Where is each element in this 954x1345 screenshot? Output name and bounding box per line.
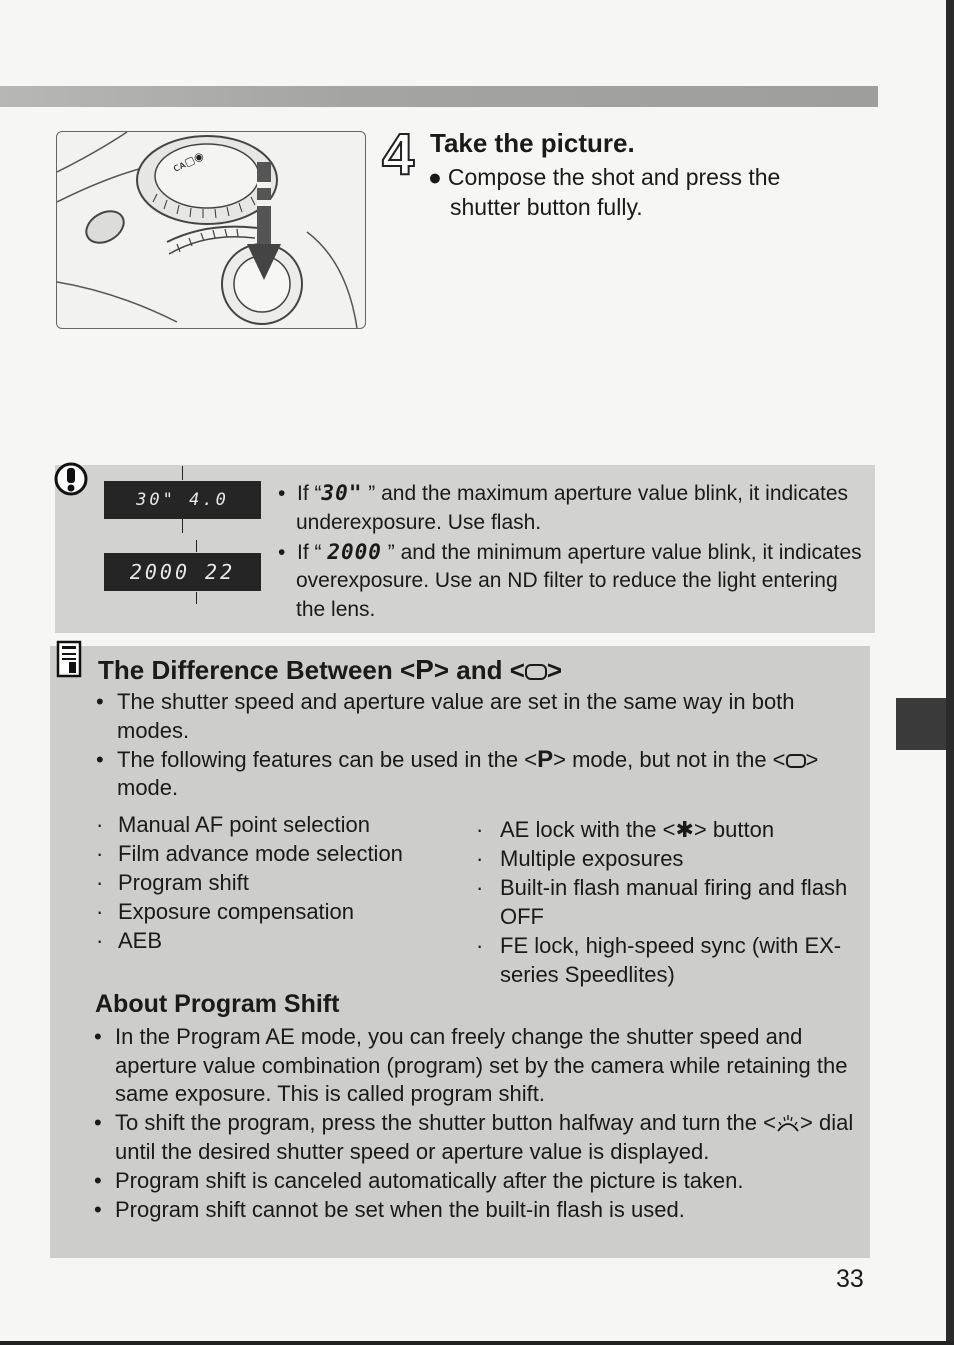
blink-mark [182,466,183,480]
list-item: · Multiple exposures [476,846,684,871]
header-bar [0,86,878,107]
list-item: · Manual AF point selection [96,812,370,837]
list-item: • Program shift cannot be set when the built-in flash is used. [94,1196,685,1222]
svg-text:ᴄᴀ▢◉: ᴄᴀ▢◉ [170,149,206,175]
step-instructions [428,162,868,222]
page-number: 33 [836,1265,864,1293]
step-title: Take the picture. [430,128,635,158]
blink-mark [182,519,183,533]
lcd-overexposure-display: 2000 22 [104,553,261,591]
list-item: • The shutter speed and aperture value are set in the same way in both modes. [96,689,795,743]
main-dial-icon [776,1113,800,1133]
page-bottom-edge [0,1341,954,1345]
list-item: • The following features can be used in the <P> mode, but not in the < > mode. [96,745,819,800]
list-item: · AEB [96,928,163,953]
camera-top-icon [57,132,365,328]
step-number: 4 [382,122,415,187]
memo-icon [56,640,82,678]
program-shift-heading: About Program Shift [95,990,340,1018]
step-text-line2: shutter button fully. [450,194,643,220]
chapter-tab [896,698,946,750]
caution-list [278,479,863,625]
feature-list-left [96,810,466,955]
list-item: · Exposure compensation [96,899,355,924]
list-item: • If “30" ” and the maximum aperture value blink, it indicates underexposure. Use flash. [278,481,849,534]
list-item: · AE lock with the <✱> button [476,817,775,842]
page-edge [946,0,954,1345]
list-item: • If “ 2000 ” and the minimum aperture value blink, it indicates overexposure. Use an ND filter to reduce the light entering the lens. [278,539,862,621]
list-item: · Film advance mode selection [96,841,403,866]
feature-list-right [476,815,856,989]
program-shift-list [94,1023,860,1225]
list-item: · Program shift [96,870,249,895]
list-item: • Program shift is canceled automatically after the picture is taken. [94,1167,744,1193]
full-auto-mode-icon [786,754,806,768]
bullet-icon: ● [428,164,442,190]
list-item: · FE lock, high-speed sync (with EX-series Speedlites) [476,933,842,987]
ae-lock-icon: ✱ [675,817,694,842]
difference-list [96,688,846,803]
blink-mark [196,592,197,604]
list-item: · Built-in flash manual firing and flash OFF [476,875,848,929]
step-text-line1: Compose the shot and press the [447,164,781,190]
full-auto-mode-icon [525,664,547,680]
lcd-underexposure-display: 30" 4.0 [104,481,261,519]
list-item: • To shift the program, press the shutter button halfway and turn the < > dial until the desired shutter speed or aperture value is displayed. [94,1110,854,1164]
list-item: • In the Program AE mode, you can freely change the shutter speed and aperture value combination (program) set by the camera while retaining the same exposure. This is called program shift. [94,1024,848,1106]
blink-mark [196,540,197,552]
camera-shutter-illustration [56,131,366,329]
difference-heading: The Difference Between <P> and < > [98,654,563,685]
caution-icon [54,462,88,496]
